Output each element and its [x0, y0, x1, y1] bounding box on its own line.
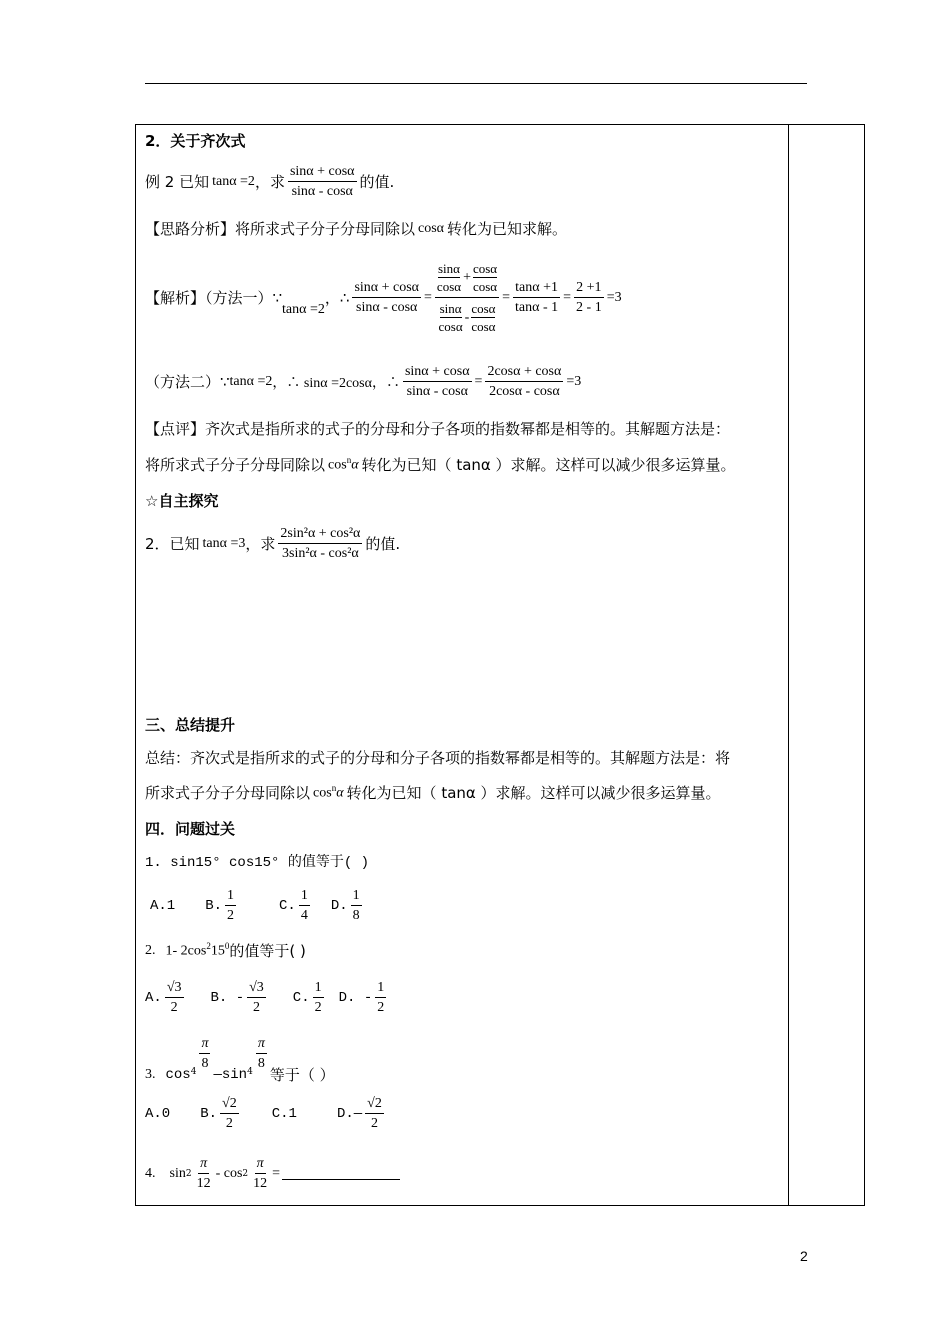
sin: sinα: [439, 301, 462, 316]
minus-sin: —sin: [213, 1066, 248, 1083]
pi: π: [255, 1154, 266, 1174]
option-label: D.: [330, 897, 348, 914]
cos: cosα: [471, 301, 496, 316]
denominator: 2: [225, 1116, 233, 1131]
exponent: 4: [190, 1066, 197, 1077]
minus: -: [464, 309, 470, 325]
pi-over-12: [195, 1154, 213, 1193]
numerator: sinα + cosα: [288, 162, 357, 182]
sin-over-cos: [437, 260, 461, 295]
denominator: 2: [371, 1116, 378, 1131]
exponent: 4: [247, 1066, 253, 1077]
numerator: √3: [247, 978, 266, 998]
expr-part: 15: [210, 943, 225, 959]
option-label: C.: [292, 989, 310, 1006]
cos: cosα: [472, 279, 498, 294]
fraction: [313, 978, 324, 1017]
method2-given: tanα =2: [229, 373, 273, 389]
page-number: 2: [800, 1248, 808, 1264]
denominator: sinα - cosα: [291, 184, 353, 199]
numerator: √2: [365, 1094, 384, 1114]
exercise-prefix: 2．已知: [145, 535, 200, 553]
option-label: D. -: [338, 989, 373, 1006]
fraction-numeric: [574, 278, 604, 317]
analysis-suffix: 转化为已知求解。: [447, 220, 568, 238]
analysis-line: [145, 218, 567, 239]
answer-blank[interactable]: [282, 1167, 400, 1180]
numerator: √3: [165, 978, 184, 998]
therefore: ，∴: [324, 289, 350, 307]
variable: α: [336, 785, 344, 801]
denominator: 2: [377, 1000, 385, 1015]
ask-text: ，求: [254, 173, 285, 191]
pi: π: [198, 1154, 209, 1174]
fraction: [247, 978, 266, 1017]
summary-line-1: 总结：齐次式是指所求的式子的分母和分子各项的指数幂都是相等的。其解题方法是：将: [145, 749, 731, 767]
table-column-divider: [788, 124, 789, 1206]
option-label: D.—: [336, 1105, 363, 1122]
equals: =: [563, 289, 572, 305]
plus: +: [463, 269, 471, 285]
expr-part: 1- 2cos: [165, 943, 207, 959]
question-2-expression: [166, 941, 230, 960]
result: =3: [566, 373, 582, 389]
question-number: 2.: [145, 942, 156, 958]
summary-line-2: [145, 782, 721, 803]
pi: π: [199, 1034, 210, 1054]
fraction: [165, 978, 184, 1017]
result: =3: [606, 289, 622, 305]
fraction-tan: [513, 278, 560, 317]
numerator: sinα + cosα: [352, 278, 421, 298]
denominator: 3sin²α - cos²α: [282, 546, 359, 561]
question-1: 1. sin15° cos15° 的值等于( ): [145, 855, 370, 871]
comment-term: [328, 455, 359, 474]
question-number: 3.: [145, 1066, 156, 1082]
numerator: 2 +1: [574, 278, 603, 298]
method2-prefix: （方法二）∵: [145, 373, 230, 391]
compound-fraction: [435, 260, 499, 335]
degree: 0: [224, 941, 230, 952]
option-a: A.0: [145, 1105, 171, 1122]
option-label: B.: [205, 897, 223, 914]
fraction: [375, 978, 386, 1017]
denominator: sinα - cosα: [406, 384, 468, 399]
exercise-given: tanα =3: [202, 535, 246, 551]
method2-step: ，∴ sinα =2cosα，∴: [272, 375, 400, 391]
section-heading: 2．关于齐次式: [145, 132, 246, 150]
option-b: [200, 1094, 242, 1133]
cos: cosα: [471, 319, 496, 334]
option-d: [337, 1094, 387, 1133]
suffix-text: 的值.: [359, 173, 395, 191]
example-prefix: 例 2 已知: [145, 173, 210, 191]
method1-prefix: 【解析】（方法一）∵: [145, 289, 283, 307]
exponent: n: [331, 783, 337, 794]
option-b: [211, 978, 269, 1017]
analysis-prefix: 【思路分析】将所求式子分子分母同除以: [145, 220, 416, 238]
question-4: [145, 1154, 400, 1193]
summary-term: [313, 783, 344, 802]
exercise-2: [145, 524, 400, 563]
fraction: [220, 1094, 239, 1133]
comment-prefix: 将所求式子分子分母同除以: [145, 456, 326, 474]
cos: cos: [313, 785, 332, 801]
exponent: 2: [206, 941, 211, 952]
equals: =: [272, 1165, 281, 1181]
numerator: 2cosα + cosα: [485, 362, 563, 382]
cos-over-cos: [471, 300, 495, 335]
denominator: 2: [227, 908, 235, 923]
fraction: [365, 1094, 384, 1133]
header-rule: [145, 83, 807, 84]
numerator: √2: [220, 1094, 239, 1114]
equals: =: [424, 289, 432, 305]
denominator: 8: [201, 1056, 209, 1071]
numerator: 2sin²α + cos²α: [278, 524, 362, 544]
denominator: 8: [257, 1056, 265, 1071]
question-2-options: [145, 978, 407, 1017]
comment-suffix: 转化为已知（ tanα ）求解。这样可以减少很多运算量。: [361, 456, 736, 474]
denominator: 8: [352, 908, 360, 923]
denominator: 4: [300, 908, 308, 923]
cos: cosα: [436, 279, 462, 294]
section-heading: 四．问题过关: [145, 820, 236, 838]
option-d: [339, 978, 390, 1017]
suffix-text: 的值.: [365, 535, 401, 553]
pi-over-12: [251, 1154, 269, 1193]
denominator: 2cosα - cosα: [489, 384, 560, 399]
fraction-1: [403, 362, 472, 401]
comment-line-1: 【点评】齐次式是指所求的式子的分母和分子各项的指数幂都是相等的。其解题方法是：: [145, 420, 731, 438]
denominator: 2: [314, 1000, 322, 1015]
cos: cosα: [472, 261, 498, 276]
comment-line-2: [145, 454, 736, 475]
sin: sin: [169, 1165, 186, 1181]
question-number: 4.: [145, 1165, 156, 1181]
option-c: [279, 886, 313, 925]
option-d: [331, 886, 365, 925]
example-fraction: [288, 162, 357, 201]
numerator: 1: [351, 886, 362, 906]
numerator: tanα +1: [513, 278, 560, 298]
exponent: 2: [185, 1168, 192, 1179]
question-1-options: [150, 886, 383, 925]
fraction: [225, 886, 236, 925]
numerator: 1: [299, 886, 310, 906]
given-value: tanα =2: [212, 173, 255, 189]
option-c: [293, 978, 327, 1017]
sin-over-cos: [439, 300, 463, 335]
denominator: tanα - 1: [515, 300, 559, 315]
compound-top: [435, 260, 499, 298]
cos: cos: [328, 457, 347, 473]
numerator: sinα + cosα: [403, 362, 472, 382]
option-label: C.: [279, 897, 296, 914]
option-c: C.1: [271, 1105, 297, 1122]
option-label: A.: [145, 989, 162, 1006]
option-label: B. -: [210, 989, 245, 1006]
question-3: [145, 1038, 335, 1085]
example-2: [145, 162, 394, 201]
sin: sinα: [438, 261, 460, 276]
denominator: 2 - 1: [576, 300, 602, 315]
denominator: 2: [252, 1000, 260, 1015]
option-a: [145, 978, 187, 1017]
cos: - cos: [215, 1165, 243, 1181]
option-a: A.1: [150, 897, 176, 914]
fraction: [351, 886, 362, 925]
method1-given: tanα =2: [282, 301, 325, 317]
question-3-options: [145, 1094, 405, 1133]
exponent: n: [346, 455, 352, 466]
numerator: 1: [225, 886, 236, 906]
summary-prefix: 所求式子分子分母同除以: [145, 784, 311, 802]
denominator: 12: [253, 1176, 268, 1191]
exponent: 2: [242, 1168, 249, 1179]
question-suffix: 等于（ ）: [269, 1066, 335, 1084]
summary-suffix: 转化为已知（ tanα ）求解。这样可以减少很多运算量。: [346, 784, 721, 802]
cos: cosα: [438, 319, 463, 334]
method-1: [145, 260, 622, 335]
pi-over-8: [199, 1034, 210, 1073]
numerator: 1: [313, 978, 324, 998]
pi-over-8: [256, 1034, 267, 1073]
self-study-heading: ☆自主探究: [145, 492, 219, 510]
analysis-term: cosα: [418, 220, 445, 236]
compound-bottom: [437, 298, 498, 335]
question-2: [145, 940, 306, 961]
cos: cos: [165, 1066, 191, 1083]
fraction: [299, 886, 310, 925]
cos-over-cos: [473, 260, 497, 295]
denominator: 2: [170, 1000, 178, 1015]
fraction-2: [485, 362, 563, 401]
denominator: 12: [196, 1176, 211, 1191]
equals: =: [502, 289, 511, 305]
option-label: B.: [200, 1105, 218, 1122]
question-suffix: 的值等于( ): [229, 942, 306, 960]
denominator: sinα - cosα: [356, 300, 418, 315]
numerator: 1: [375, 978, 386, 998]
exercise-fraction: [278, 524, 362, 563]
option-b: [205, 886, 239, 925]
section-heading: 三、总结提升: [145, 716, 236, 734]
method-2: （方法二）∵ tanα =2 ，∴ sinα =2cosα，∴ $\frac{\sin\alpha + \cos\alpha}{\sin\alpha - \cos\alpha}$ = $\frac{2\cos\alpha + \cos\alpha}{2\cos\alpha - \cos\alpha}$ =3: [145, 364, 582, 399]
pi: π: [256, 1034, 267, 1054]
ask-text: ，求: [245, 535, 276, 553]
variable: α: [351, 457, 359, 473]
fraction-1: [352, 278, 421, 317]
